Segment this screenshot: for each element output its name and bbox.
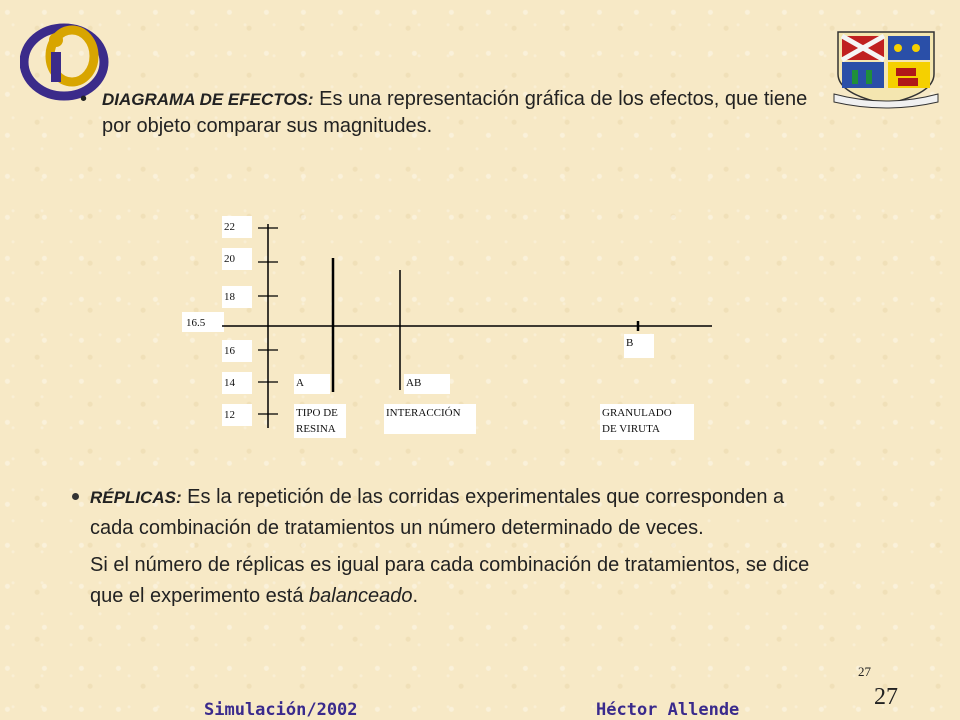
tick-label-18: 18: [224, 291, 235, 303]
effects-diagram-bullet: [80, 86, 820, 139]
tick-label-20: 20: [224, 253, 235, 265]
replicas-text: Es la repetición de las corridas experimentales que corresponden a cada combinación de tratamientos un número determinado de veces.: [90, 486, 785, 539]
footer-author: Héctor Allende: [596, 700, 740, 720]
group-label-b-line1: GRANULADO: [602, 407, 672, 419]
term-replicas: RÉPLICAS:: [90, 488, 182, 507]
tick-label-14: 14: [224, 377, 235, 389]
replicas-section: [72, 482, 832, 612]
effect-label-ab: AB: [406, 377, 422, 389]
university-crest-right: [832, 28, 940, 110]
effect-label-a: A: [296, 377, 304, 389]
balanced-paragraph: [90, 550, 832, 612]
page-number-large: 27: [874, 684, 898, 710]
baseline-label: 16.5: [186, 317, 206, 329]
balanced-term: balanceado: [309, 585, 413, 607]
tick-label-16: 16: [224, 345, 235, 357]
group-label-b-line2: DE VIRUTA: [602, 423, 660, 435]
group-label-a-line1: TIPO DE: [296, 407, 338, 419]
footer-course: Simulación/2002: [204, 700, 358, 720]
replicas-definition: [90, 482, 832, 544]
tick-label-12: 12: [224, 409, 235, 421]
definition-text: Es una representación gráfica de los efectos, que tiene por objeto comparar sus magnitudes.: [102, 88, 808, 137]
term-diagrama-de-efectos: DIAGRAMA DE EFECTOS:: [102, 90, 314, 109]
bullet-dot: •: [80, 88, 88, 110]
page-number-small: 27: [858, 664, 871, 679]
group-label-ab: INTERACCIÓN: [386, 407, 461, 419]
group-label-a-line2: RESINA: [296, 423, 336, 435]
balanced-end: .: [412, 585, 419, 607]
effects-diagram: [180, 210, 740, 450]
balanced-text: Si el número de réplicas es igual para cada combinación de tratamientos, se dice que el experimento está: [90, 554, 810, 607]
effect-label-b: B: [626, 337, 634, 349]
bullet-dot: [72, 493, 79, 500]
tick-label-22: 22: [224, 221, 235, 233]
